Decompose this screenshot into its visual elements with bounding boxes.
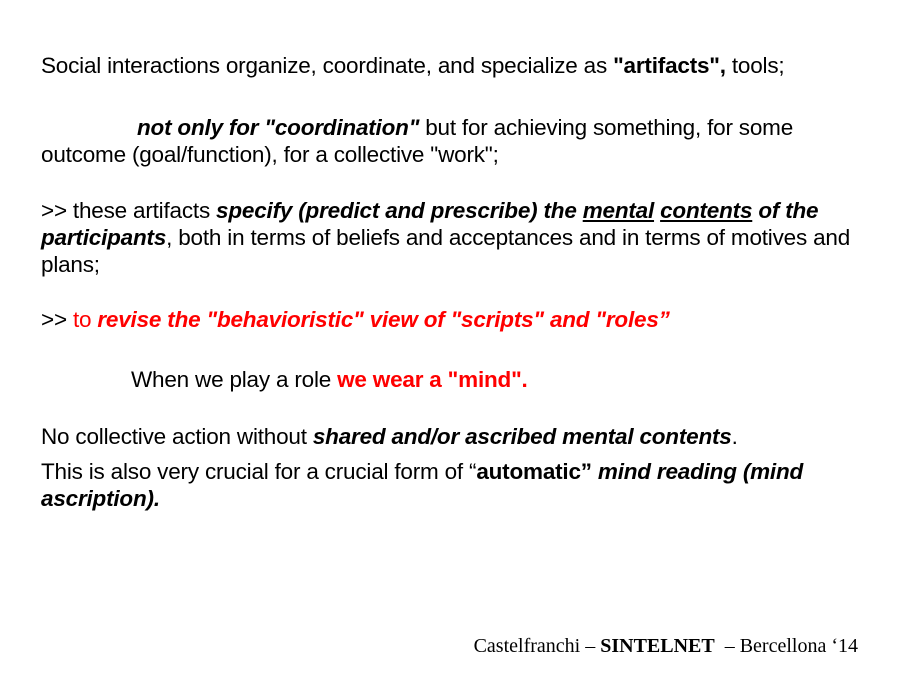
paragraph-coordination [41, 114, 861, 168]
footer-credit [474, 634, 858, 658]
p3-contents-underlined: contents [660, 198, 753, 223]
p1-artifacts-bold: "artifacts", [613, 53, 726, 78]
paragraph-revise [41, 306, 861, 333]
p7-bold-italic: mind reading (mind ascription). [41, 459, 804, 511]
paragraph-play-role [131, 366, 861, 393]
p4-prefix: >> [41, 307, 73, 332]
p3-mental-underlined: mental [582, 198, 655, 223]
p5-text: When we play a role [131, 367, 338, 392]
p5-red-bold: we wear a "mind". [337, 367, 528, 392]
p6-end: . [731, 424, 738, 449]
p3-prefix: >> these artifacts [41, 198, 217, 223]
p7-automatic-bold: automatic” [476, 459, 592, 484]
p1-rest: tools; [725, 53, 785, 78]
footer-author: Castelfranchi – [473, 635, 601, 657]
paragraph-artifacts [41, 52, 861, 79]
p4-red-bold-italic: revise the "behavioristic" view of "scripts" and "roles” [97, 307, 670, 332]
footer-project: SINTELNET [600, 635, 715, 657]
footer-event: – Bercellona ‘14 [714, 635, 858, 657]
p1-text: Social interactions organize, coordinate, and specialize as [41, 53, 614, 78]
p7-text: This is also very crucial for a crucial form of “ [41, 459, 477, 484]
p2-bold-italic: not only for "coordination" [137, 115, 420, 140]
paragraph-collective-action [41, 423, 861, 450]
p6-text: No collective action without [41, 424, 313, 449]
p2-rest: but for achieving something, for some outcome (goal/function), for a collective "work"; [41, 115, 794, 167]
p4-red-plain: to [72, 307, 98, 332]
paragraph-mental-contents [41, 197, 861, 278]
paragraph-mind-reading [41, 458, 861, 512]
p3-bold-italic-1: specify (predict and prescribe) the [216, 198, 583, 223]
p6-bold-italic: shared and/or ascribed mental contents [312, 424, 732, 449]
p3-bold-italic-2: of the participants [41, 198, 819, 250]
p3-rest: , both in terms of beliefs and acceptances and in terms of motives and plans; [41, 225, 851, 277]
